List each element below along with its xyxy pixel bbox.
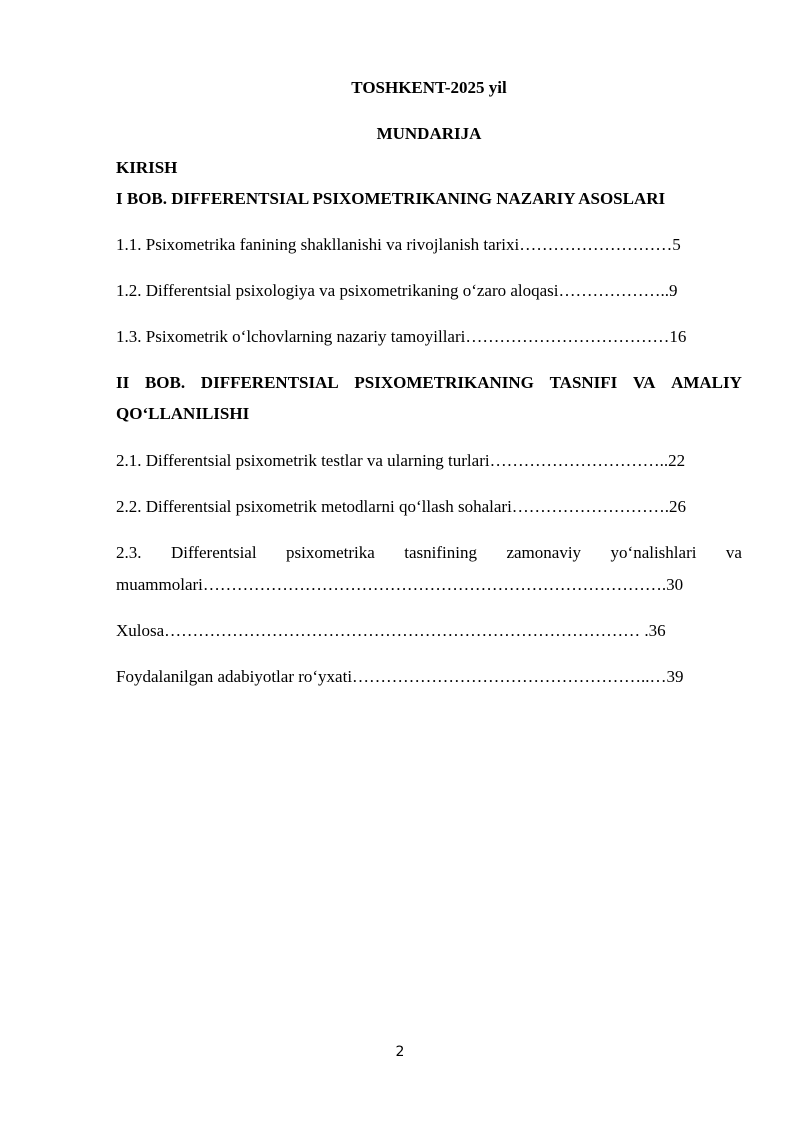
word: zamonaviy (506, 543, 582, 562)
toc-item-2-3-line-2: muammolari……………………………………………………………………….30 (116, 575, 684, 594)
word: TASNIFI (549, 373, 618, 392)
word: DIFFERENTSIAL (200, 373, 339, 392)
toc-item-1-2: 1.2. Differentsial psixologiya va psixometrikaning oʻzaro aloqasi………………..9 (116, 281, 678, 300)
word: 2.3. (116, 543, 142, 562)
toc-item-2-1: 2.1. Differentsial psixometrik testlar va ularning turlari…………………………..22 (116, 451, 686, 470)
toc-item-1-1: 1.1. Psixometrika fanining shakllanishi va rivojlanish tarixi………………………5 (116, 235, 681, 254)
toc-intro: KIRISH (116, 158, 178, 177)
word: II (116, 373, 130, 392)
toc-references: Foydalanilgan adabiyotlar roʻyxati……………………………………………..…39 (116, 667, 684, 686)
word: Differentsial (170, 543, 257, 562)
word: PSIXOMETRIKANING (354, 373, 534, 392)
word: BOB. (144, 373, 186, 392)
toc-item-2-3-line-1 (116, 542, 742, 564)
word: yoʻnalishlari (610, 543, 697, 562)
toc-item-2-2: 2.2. Differentsial psixometrik metodlarni qoʻllash sohalari……………………….26 (116, 497, 687, 516)
toc-chapter-2-line-2: QOʻLLANILISHI (116, 404, 250, 423)
toc-chapter-2-line-1 (116, 372, 742, 394)
word: va (725, 543, 742, 562)
word: psixometrika (286, 543, 375, 562)
city-year-heading: TOSHKENT-2025 yil (351, 78, 507, 97)
toc-chapter-1: I BOB. DIFFERENTSIAL PSIXOMETRIKANING NAZARIY ASOSLARI (116, 189, 666, 208)
word: AMALIY (671, 373, 742, 392)
page-number: 2 (395, 1044, 405, 1060)
toc-item-1-3: 1.3. Psixometrik oʻlchovlarning nazariy tamoyillari………………………………16 (116, 327, 687, 346)
toc-conclusion: Xulosa………………………………………………………………………… .36 (116, 621, 666, 640)
contents-title: MUNDARIJA (376, 124, 482, 143)
word: tasnifining (404, 543, 477, 562)
word: VA (633, 373, 656, 392)
